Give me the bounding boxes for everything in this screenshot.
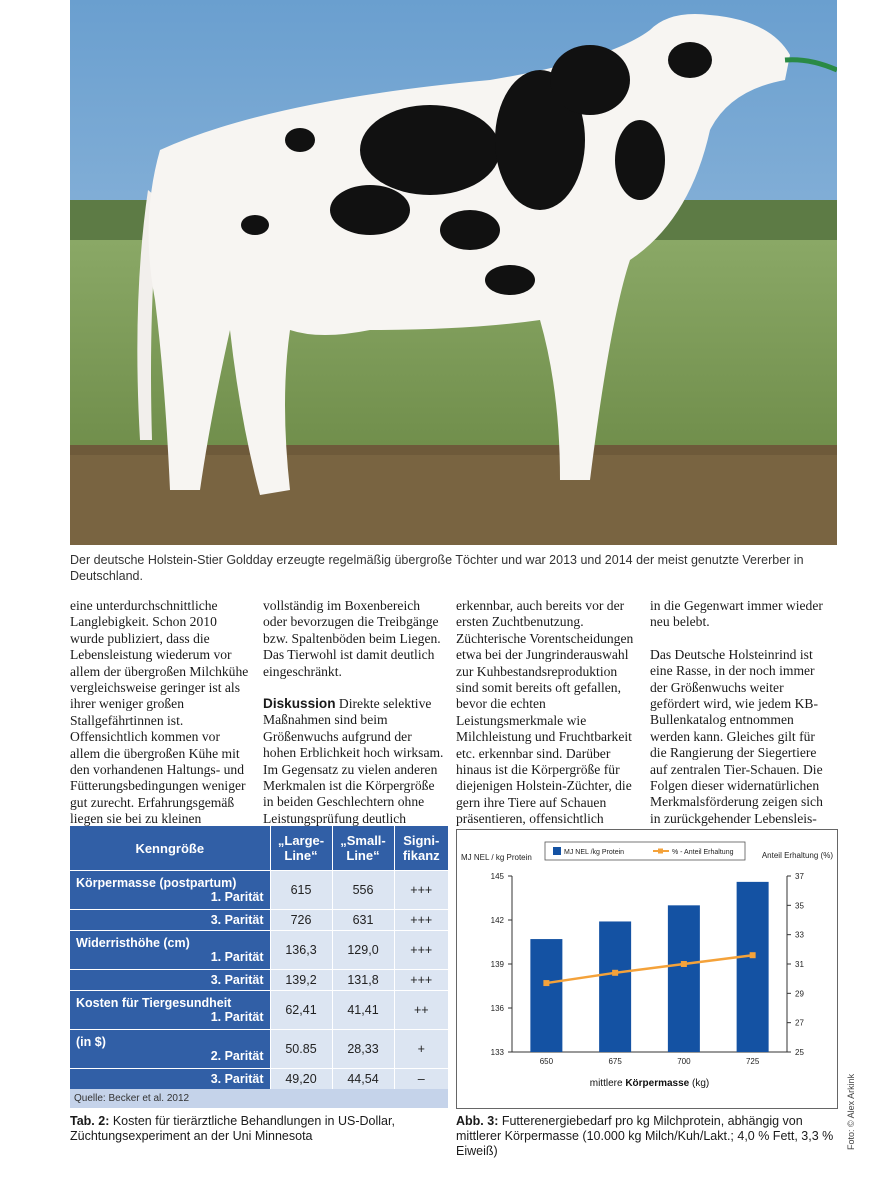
cow-photo [70, 0, 837, 545]
cell-small: 129,0 [332, 931, 394, 970]
text-column-2 [263, 598, 446, 843]
line-point [681, 961, 687, 967]
row-label-main: Kosten für Tiergesundheit [76, 996, 232, 1010]
bar [737, 882, 769, 1052]
paragraph: Das Deutsche Holsteinrind ist eine Rasse, in der noch immer der Größenwuchs weiter gefördert wird, wie jedem KB-Bullenkatalog entnommen werden kann. Gleiches gilt für die Rangierung der Siegertiere auf zentralen Tier-Schauen. Die Folgen dieser widernatürlichen Merkmalsförderung zeigen sich in zurückgehender Lebensleis- [650, 646, 823, 826]
row-label-sub: 1. Parität [210, 1010, 264, 1024]
cell-small: 44,54 [332, 1069, 394, 1090]
y-tick-label-left: 136 [490, 1004, 504, 1013]
paragraph: vollständig im Boxenbereich oder bevorzugen die Treibgänge bzw. Spaltenböden beim Liegen. Das Tierwohl ist damit deutlich eingeschränkt. [263, 598, 441, 679]
figure-caption [456, 1114, 841, 1159]
cell-sig: – [394, 1069, 448, 1090]
y-tick-label-left: 133 [490, 1048, 504, 1057]
row-label [70, 871, 270, 910]
table-row [70, 931, 448, 970]
table-header-row [70, 826, 448, 871]
row-label-sub: 1. Parität [210, 950, 264, 964]
cell-sig: +++ [394, 871, 448, 910]
table-caption-label: Tab. 2: [70, 1114, 110, 1128]
y-axis-title-left: MJ NEL / kg Protein [461, 853, 532, 862]
paragraph [263, 696, 446, 827]
column-header: Signi-fikanz [394, 826, 448, 871]
cell-small: 28,33 [332, 1030, 394, 1069]
chart-panel [456, 829, 838, 1109]
y-tick-label-right: 31 [795, 960, 804, 969]
row-label [70, 991, 270, 1030]
series-line [546, 955, 752, 983]
data-table [70, 826, 448, 1089]
y-tick-label-right: 33 [795, 930, 804, 940]
table-row [70, 1069, 448, 1090]
cell-sig: + [394, 1030, 448, 1069]
text-column-1 [70, 598, 253, 860]
bar [599, 921, 631, 1052]
table-row [70, 910, 448, 931]
paragraph: in die Gegenwart immer wieder neu belebt. [650, 598, 823, 630]
row-label-sub: 3. Parität [210, 973, 264, 987]
cell-large: 139,2 [270, 970, 332, 991]
row-label-sub: 3. Parität [210, 1072, 264, 1086]
y-axis-title-right: Anteil Erhaltung (%) [761, 851, 833, 860]
paragraph-text: Direkte selektive Maßnahmen sind beim Größenwuchs aufgrund der hohen Erblichkeit hoch wirksam. Im Gegensatz zu vielen anderen Merkmalen ist die Körpergröße in beiden Geschlechtern ohne Leistungsprüfung deutlich [263, 696, 444, 826]
y-tick-label-left: 142 [490, 916, 504, 925]
x-axis-title-prefix: mittlere [589, 1078, 626, 1089]
x-tick-label: 700 [677, 1057, 691, 1066]
y-tick-label-right: 25 [795, 1048, 804, 1057]
column-header: Kenngröße [70, 826, 270, 871]
cell-small: 631 [332, 910, 394, 931]
column-header: „Large-Line“ [270, 826, 332, 871]
table-caption-text: Kosten für tierärztliche Behandlungen in US-Dollar, Züchtungsexperiment an der Uni Minnesota [70, 1114, 395, 1143]
paragraph: eine unterdurchschnittliche Langlebigkeit. Schon 2010 wurde publiziert, dass die Lebensleistung wiederum vor allem der übergroßen Milchkühe vergleichsweise geringer ist als ihrer weniger großen Stallgefährtinnen ist. Offensichtlich kommen vor allem die übergroßen Kühe mit den vorhandenen Haltungs- und Fütterungsbedingungen weniger gut zurecht. Erfahrungsgemäß liegen sie bei zu kleinen [70, 598, 249, 827]
legend-label-bars: MJ NEL /kg Protein [564, 849, 625, 856]
table-caption [70, 1114, 450, 1144]
line-point [750, 952, 756, 958]
table-row [70, 1030, 448, 1069]
y-tick-label-right: 27 [795, 1018, 804, 1028]
text-column-4 [650, 598, 833, 843]
cell-small: 131,8 [332, 970, 394, 991]
x-axis-title [590, 1078, 709, 1089]
row-label [70, 931, 270, 970]
x-axis-title-bold: Körpermasse [625, 1078, 690, 1089]
bar-line-chart [457, 830, 837, 1108]
cell-sig: +++ [394, 910, 448, 931]
cell-large: 62,41 [270, 991, 332, 1030]
row-label-main: (in $) [76, 1035, 106, 1049]
table-row [70, 970, 448, 991]
photo-credit-text: Foto: © Alex Arkink [846, 1073, 856, 1150]
photo-credit [846, 1070, 858, 1150]
bar [668, 905, 700, 1052]
x-tick-label: 675 [608, 1057, 622, 1066]
paragraph: erkennbar, auch bereits vor der ersten Zuchtbenutzung. Züchterische Vorentscheidungen etwa bei der Jungrinderauswahl zur Kuhbestandsreproduktion sind somit bereits oft gefallen, bevor die echten Leistungsmerkmale wie Milchleistung und Fruchtbarkeit etc. erkennbar sind. Darüber hinaus ist die Körpergröße für diejenigen Holstein-Züchter, die gern ihre Tiere auf Schauen präsentieren, offensichtlich [456, 598, 634, 827]
cell-small: 41,41 [332, 991, 394, 1030]
row-label [70, 970, 270, 991]
cell-sig: +++ [394, 931, 448, 970]
row-label-main: Körpermasse (postpartum) [76, 876, 237, 890]
y-tick-label-left: 145 [490, 872, 504, 881]
x-axis-title-suffix: (kg) [689, 1078, 710, 1089]
figure-caption-label: Abb. 3: [456, 1114, 499, 1128]
cell-large: 50.85 [270, 1030, 332, 1069]
table-row [70, 991, 448, 1030]
cell-large: 49,20 [270, 1069, 332, 1090]
legend-label-line: % - Anteil Erhaltung [672, 849, 734, 856]
cell-small: 556 [332, 871, 394, 910]
y-tick-label-left: 139 [490, 960, 504, 969]
holstein-cow-illustration [70, 0, 837, 545]
column-header: „Small-Line“ [332, 826, 394, 871]
cell-large: 615 [270, 871, 332, 910]
x-tick-label: 725 [745, 1057, 760, 1066]
cell-sig: +++ [394, 970, 448, 991]
line-point [543, 980, 549, 986]
row-label-main: Widerristhöhe (cm) [76, 936, 190, 950]
table-panel [70, 826, 448, 1108]
figure-caption-text: Futterenergiebedarf pro kg Milchprotein, abhängig von mittlerer Körpermasse (10.000 kg Milch/Kuh/Lakt.; 4,0 % Fett, 3,3 % Eiweiß) [456, 1114, 834, 1158]
legend-swatch-bars [553, 847, 561, 855]
row-label-sub: 1. Parität [210, 890, 264, 904]
y-tick-label-right: 29 [795, 989, 804, 999]
line-point [612, 970, 618, 976]
y-tick-label-right: 35 [795, 901, 804, 911]
x-tick-label: 650 [539, 1057, 554, 1066]
row-label [70, 1069, 270, 1090]
legend-swatch-marker [658, 849, 663, 854]
table-source: Quelle: Becker et al. 2012 [74, 1093, 190, 1104]
row-label [70, 910, 270, 931]
photo-caption: Der deutsche Holstein-Stier Goldday erzeugte regelmäßig übergroße Töchter und war 2013 und 2014 der meist genutzte Vererber in Deutschland. [70, 553, 804, 583]
bar [530, 939, 562, 1052]
cell-sig: ++ [394, 991, 448, 1030]
table-row [70, 871, 448, 910]
row-label-sub: 2. Parität [210, 1049, 264, 1063]
cell-large: 136,3 [270, 931, 332, 970]
row-label-sub: 3. Parität [210, 913, 264, 927]
section-heading: Diskussion [263, 696, 336, 712]
cell-large: 726 [270, 910, 332, 931]
row-label [70, 1030, 270, 1069]
y-tick-label-right: 37 [795, 872, 804, 881]
